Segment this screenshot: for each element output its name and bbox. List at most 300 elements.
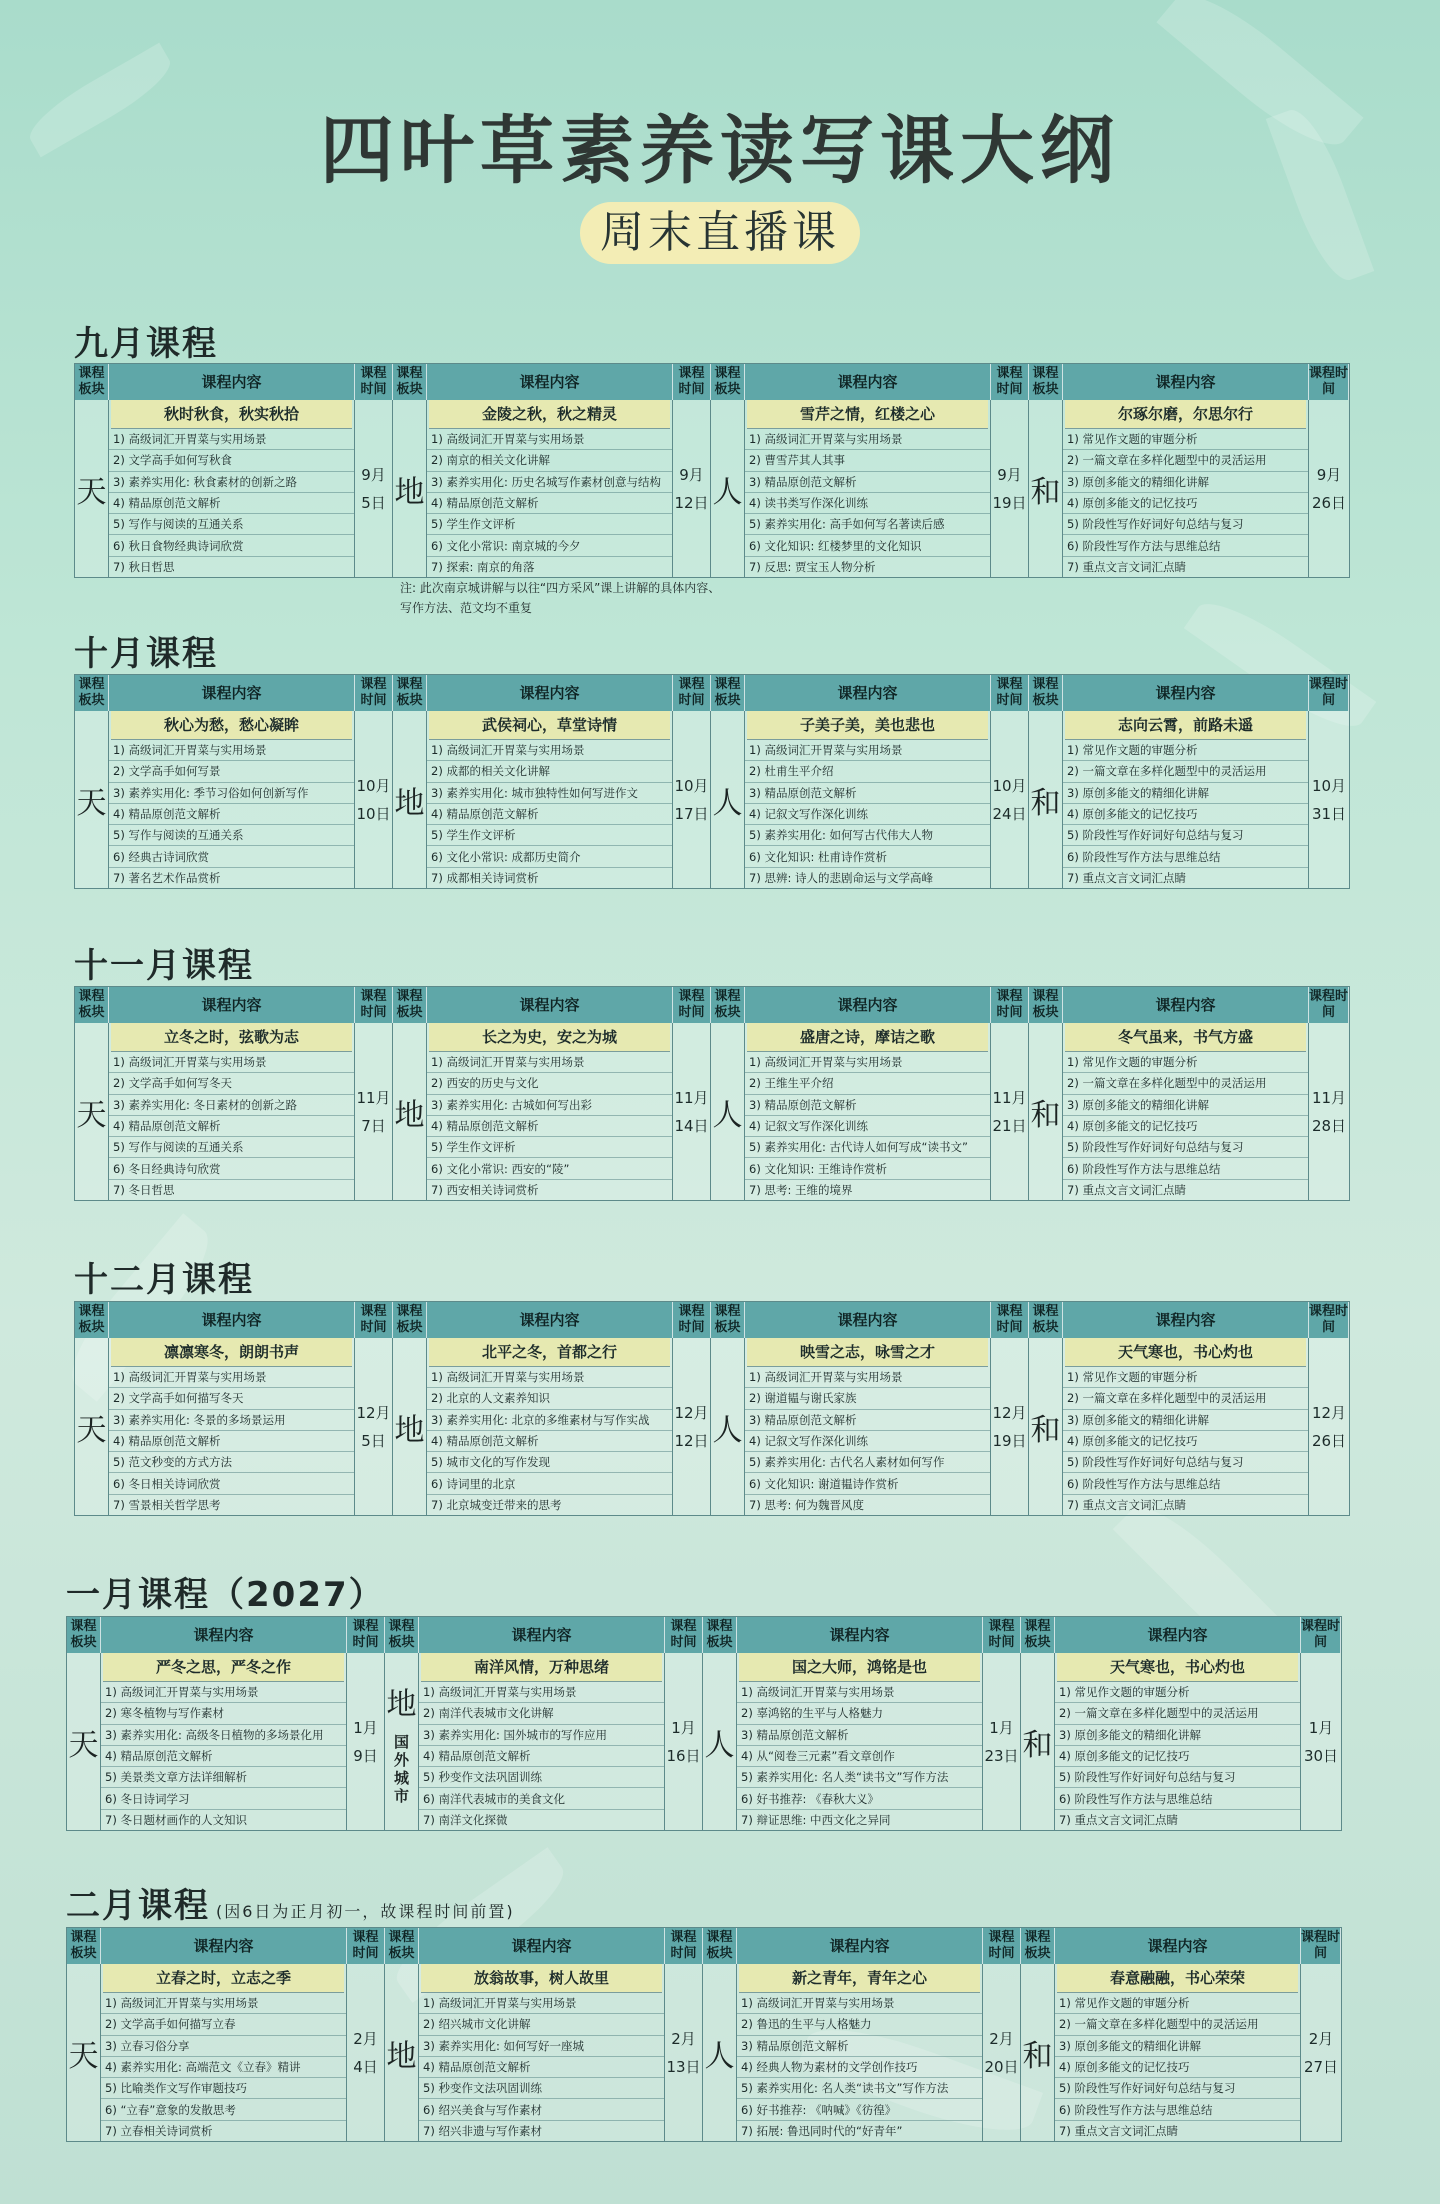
course-item: 2) 一篇文章在多样化题型中的灵活运用 [1063,1073,1308,1094]
header-time: 课程时间 [347,1928,385,1964]
month-title-text: 十月课程 [74,634,218,674]
month-title [74,938,254,987]
header-bankuai: 课程板块 [393,1302,427,1338]
header-bankuai: 课程板块 [67,1617,101,1653]
header-time: 课程时间 [1309,675,1349,711]
header-bankuai: 课程板块 [385,1928,419,1964]
bankuai-di [385,1964,419,2141]
course-time [665,1964,703,2141]
course-item: 6) 好书推荐: 《呐喊》《彷徨》 [737,2099,982,2120]
course-item: 5) 比喻类作文写作审题技巧 [101,2078,346,2099]
course-items [1063,1367,1308,1515]
course-item: 3) 原创多能文的精细化讲解 [1063,472,1308,493]
course-item: 7) 西安相关诗词赏析 [431,1182,539,1197]
course-item: 3) 素养实用化: 城市独特性如何写进作文 [427,783,672,804]
course-month: 10月 [1311,776,1347,795]
course-item: 1) 高级词汇开胃菜与实用场景 [745,1367,990,1388]
course-day: 24日 [992,804,1027,823]
month-title [74,626,218,675]
month-title-text: 十一月课程 [74,946,254,986]
course-item: 7) 辩证思维: 中西文化之异同 [741,1812,891,1827]
bankuai-label: 天 [76,785,107,821]
bankuai-ren [711,400,745,577]
course-time [991,1338,1029,1515]
course-item: 5) 素养实用化: 名人类“读书文”写作方法 [737,2078,982,2099]
course-items [1063,429,1308,577]
bankuai-he [1029,711,1063,888]
header-content: 课程内容 [1063,1302,1309,1338]
course-item: 4) 精品原创范文解析 [419,1746,664,1767]
course-time [991,711,1029,888]
course-item: 6) 阶段性写作方法与思维总结 [1063,1158,1308,1179]
course-content [745,400,991,577]
course-item: 3) 素养实用化: 季节习俗如何创新写作 [109,783,354,804]
bankuai-label: 地 [386,2038,417,2074]
course-topic: 子美子美，美也悲也 [747,711,988,740]
bankuai-label: 地 [386,1686,417,1722]
bankuai-label: 和 [1022,1727,1053,1763]
footnote-line: 写作方法、范文均不重复 [400,601,533,615]
course-day: 4日 [353,2057,378,2076]
course-day: 31日 [1311,804,1347,823]
bankuai-tian [75,711,109,888]
course-item: 2) 北京的人文素养知识 [427,1388,672,1409]
course-item: 7) 反思: 贾宝玉人物分析 [749,559,876,574]
course-item: 3) 立春习俗分享 [101,2036,346,2057]
course-items [737,1682,982,1830]
bankuai-label: 天 [76,1097,107,1133]
course-day: 21日 [992,1116,1027,1135]
course-item: 4) 素养实用化: 高端范文《立春》精讲 [101,2057,346,2078]
page-title: 四叶草素养读写课大纲 [320,108,1120,194]
course-item: 5) 写作与阅读的互通关系 [109,825,354,846]
course-item: 7) 思考: 王维的境界 [749,1182,853,1197]
course-items [745,740,990,888]
course-item: 7) 立春相关诗词赏析 [105,2123,213,2138]
course-time [983,1964,1021,2141]
course-item: 3) 精品原创范文解析 [737,2036,982,2057]
course-day: 19日 [992,493,1027,512]
header-bankuai: 课程板块 [1029,675,1063,711]
course-content [109,1023,355,1200]
course-item: 7) 雪景相关哲学思考 [113,1497,221,1512]
course-topic: 长之为史，安之为城 [429,1023,670,1052]
course-item: 3) 素养实用化: 古城如何写出彩 [427,1095,672,1116]
course-item: 1) 高级词汇开胃菜与实用场景 [109,1052,354,1073]
month-title-text: 二月课程 [66,1886,210,1926]
header-bankuai: 课程板块 [393,987,427,1023]
header-content: 课程内容 [745,1302,991,1338]
course-topic: 天气寒也，书心灼也 [1065,1338,1306,1367]
course-item: 6) 秋日食物经典诗词欣赏 [109,535,354,556]
course-items [427,1367,672,1515]
course-day: 30日 [1303,1746,1339,1765]
course-item: 2) 寒冬植物与写作素材 [101,1703,346,1724]
course-item: 7) 思考: 何为魏晋风度 [749,1497,864,1512]
course-item: 6) 南洋代表城市的美食文化 [419,1788,664,1809]
course-item: 3) 素养实用化: 如何写好一座城 [419,2036,664,2057]
course-item: 4) 读书类写作深化训练 [745,493,990,514]
course-item: 5) 阶段性写作好词好句总结与复习 [1063,514,1308,535]
course-content [1063,711,1309,888]
course-time [355,1023,393,1200]
header-time: 课程时间 [673,364,711,400]
course-item: 2) 辜鸿铭的生平与人格魅力 [737,1703,982,1724]
bankuai-ren [703,1964,737,2141]
header-bankuai: 课程板块 [1029,364,1063,400]
bankuai-tian [67,1964,101,2141]
course-day: 12日 [674,1431,709,1450]
header-time: 课程时间 [347,1617,385,1653]
course-item: 4) 精品原创范文解析 [109,1431,354,1452]
course-month: 9月 [679,465,704,484]
course-item: 2) 成都的相关文化讲解 [427,761,672,782]
course-item: 5) 素养实用化: 高手如何写名著读后感 [745,514,990,535]
course-item: 1) 高级词汇开胃菜与实用场景 [737,1993,982,2014]
course-item: 4) 原创多能文的记忆技巧 [1063,1431,1308,1452]
header-time: 课程时间 [665,1928,703,1964]
header [0,0,1440,290]
bankuai-label: 和 [1030,474,1061,510]
bankuai-label: 天 [68,1727,99,1763]
bankuai-label: 和 [1030,1097,1061,1133]
course-month: 9月 [361,465,386,484]
course-day: 26日 [1311,1431,1347,1450]
header-content: 课程内容 [109,987,355,1023]
course-item: 1) 高级词汇开胃菜与实用场景 [419,1993,664,2014]
course-content [737,1964,983,2141]
course-time [983,1653,1021,1830]
course-item: 5) 素养实用化: 古代名人素材如何写作 [745,1452,990,1473]
header-time: 课程时间 [983,1928,1021,1964]
header-content: 课程内容 [419,1928,665,1964]
course-topic: 天气寒也，书心灼也 [1057,1653,1298,1682]
course-item: 4) 原创多能文的记忆技巧 [1055,2057,1300,2078]
course-item: 1) 高级词汇开胃菜与实用场景 [109,740,354,761]
course-month: 12月 [1311,1403,1347,1422]
course-item: 6) 诗词里的北京 [427,1473,672,1494]
course-item: 5) 阶段性写作好词好句总结与复习 [1055,1767,1300,1788]
course-item: 2) 一篇文章在多样化题型中的灵活运用 [1055,2014,1300,2035]
course-item: 2) 一篇文章在多样化题型中的灵活运用 [1063,450,1308,471]
course-item: 3) 精品原创范文解析 [745,1095,990,1116]
course-day: 5日 [361,1431,386,1450]
course-item: 3) 素养实用化: 北京的多维素材与写作实战 [427,1410,672,1431]
course-item: 5) 素养实用化: 名人类“读书文”写作方法 [737,1767,982,1788]
course-month: 1月 [353,1718,378,1737]
bankuai-label: 地 [394,785,425,821]
course-item: 7) 北京城变迁带来的思考 [431,1497,562,1512]
month-title [66,1567,385,1616]
course-topic: 春意融融，书心荣荣 [1057,1964,1298,1993]
course-items [427,429,672,577]
course-month: 11月 [992,1088,1027,1107]
course-item: 1) 常见作文题的审题分析 [1063,1052,1308,1073]
course-item: 6) “立春”意象的发散思考 [101,2099,346,2120]
course-item: 2) 谢道韫与谢氏家族 [745,1388,990,1409]
course-item: 3) 素养实用化: 高级冬日植物的多场景化用 [101,1725,346,1746]
course-item: 6) 文化知识: 谢道韫诗作赏析 [745,1473,990,1494]
course-item: 6) 文化知识: 杜甫诗作赏析 [745,846,990,867]
header-content: 课程内容 [109,364,355,400]
header-content: 课程内容 [101,1928,347,1964]
course-item: 4) 原创多能文的记忆技巧 [1063,1116,1308,1137]
course-item: 4) 从“阅卷三元素”看文章创作 [737,1746,982,1767]
course-item: 1) 高级词汇开胃菜与实用场景 [745,429,990,450]
course-topic: 志向云霄，前路未遥 [1065,711,1306,740]
course-item: 1) 高级词汇开胃菜与实用场景 [427,740,672,761]
course-topic: 武侯祠心，草堂诗情 [429,711,670,740]
course-content [427,1338,673,1515]
bankuai-ren [711,1023,745,1200]
header-bankuai: 课程板块 [711,987,745,1023]
course-content [1055,1653,1301,1830]
month-title-text: 十二月课程 [74,1260,254,1300]
bankuai-label: 地 [394,474,425,510]
subtitle-badge: 周末直播课 [580,202,860,264]
header-time: 课程时间 [991,364,1029,400]
header-bankuai: 课程板块 [703,1617,737,1653]
header-time: 课程时间 [673,987,711,1023]
course-item: 7) 南洋文化探微 [423,1812,508,1827]
course-item: 1) 常见作文题的审题分析 [1063,429,1308,450]
month-title [74,1252,254,1301]
course-item: 5) 学生作文评析 [427,1137,672,1158]
header-content: 课程内容 [1063,987,1309,1023]
course-item: 5) 阶段性写作好词好句总结与复习 [1063,1452,1308,1473]
course-item: 1) 常见作文题的审题分析 [1063,740,1308,761]
course-month: 11月 [674,1088,709,1107]
course-day: 17日 [674,804,709,823]
course-item: 2) 一篇文章在多样化题型中的灵活运用 [1055,1703,1300,1724]
bankuai-label: 和 [1030,785,1061,821]
course-item: 1) 常见作文题的审题分析 [1055,1682,1300,1703]
schedule-table [66,1927,1342,2142]
bankuai-di [385,1653,419,1830]
header-time: 课程时间 [1309,1302,1349,1338]
course-items [745,1367,990,1515]
header-content: 课程内容 [1055,1928,1301,1964]
header-time: 课程时间 [1309,987,1349,1023]
course-item: 4) 精品原创范文解析 [109,1116,354,1137]
footnote [400,578,720,618]
course-topic: 北平之冬，首都之行 [429,1338,670,1367]
header-content: 课程内容 [109,675,355,711]
course-item: 3) 素养实用化: 冬日素材的创新之路 [109,1095,354,1116]
course-item: 6) 文化小常识: 南京城的今夕 [427,535,672,556]
course-item: 7) 重点文言文词汇点睛 [1067,559,1186,574]
course-items [745,1052,990,1200]
course-item: 7) 重点文言文词汇点睛 [1067,870,1186,885]
bankuai-label: 和 [1030,1412,1061,1448]
header-time: 课程时间 [673,675,711,711]
header-time: 课程时间 [355,1302,393,1338]
course-month: 1月 [989,1718,1014,1737]
course-item: 3) 素养实用化: 国外城市的写作应用 [419,1725,664,1746]
course-content [101,1964,347,2141]
course-item: 5) 学生作文评析 [427,825,672,846]
course-item: 5) 写作与阅读的互通关系 [109,514,354,535]
course-item: 5) 写作与阅读的互通关系 [109,1137,354,1158]
course-content [1063,1338,1309,1515]
course-items [1055,1993,1300,2141]
course-item: 2) 曹雪芹其人其事 [745,450,990,471]
course-item: 3) 素养实用化: 冬景的多场景运用 [109,1410,354,1431]
course-topic: 放翁故事，树人故里 [421,1964,662,1993]
course-item: 4) 精品原创范文解析 [109,493,354,514]
course-topic: 盛唐之诗，摩诘之歌 [747,1023,988,1052]
course-items [1063,1052,1308,1200]
course-item: 1) 高级词汇开胃菜与实用场景 [419,1682,664,1703]
header-content: 课程内容 [419,1617,665,1653]
course-item: 7) 重点文言文词汇点睛 [1059,1812,1178,1827]
course-item: 3) 素养实用化: 秋食素材的创新之路 [109,472,354,493]
course-item: 4) 精品原创范文解析 [427,804,672,825]
course-day: 9日 [353,1746,378,1765]
course-item: 3) 精品原创范文解析 [745,472,990,493]
course-items [109,1052,354,1200]
bankuai-ren [711,1338,745,1515]
course-item: 2) 文学高手如何描写冬天 [109,1388,354,1409]
course-item: 4) 经典人物为素材的文学创作技巧 [737,2057,982,2078]
course-item: 7) 思辨: 诗人的悲剧命运与文学高峰 [749,870,933,885]
bankuai-tian [75,1023,109,1200]
course-item: 2) 文学高手如何写秋食 [109,450,354,471]
course-item: 3) 原创多能文的精细化讲解 [1055,1725,1300,1746]
course-month: 2月 [1308,2029,1334,2048]
course-item: 1) 高级词汇开胃菜与实用场景 [745,740,990,761]
course-content [109,711,355,888]
course-item: 6) 冬日经典诗句欣赏 [109,1158,354,1179]
header-content: 课程内容 [745,675,991,711]
course-content [427,1023,673,1200]
bankuai-label: 和 [1022,2038,1053,2074]
bankuai-di [393,1023,427,1200]
month-title-text: 一月课程（2027） [66,1575,385,1615]
course-item: 2) 文学高手如何描写立春 [101,2014,346,2035]
course-month: 11月 [1311,1088,1347,1107]
header-time: 课程时间 [991,675,1029,711]
course-items [1063,740,1308,888]
course-item: 1) 高级词汇开胃菜与实用场景 [427,1367,672,1388]
course-content [745,711,991,888]
course-item: 7) 著名艺术作品赏析 [113,870,221,885]
bankuai-di [393,400,427,577]
header-content: 课程内容 [745,987,991,1023]
course-time [673,400,711,577]
course-item: 1) 高级词汇开胃菜与实用场景 [427,429,672,450]
course-month: 2月 [671,2029,696,2048]
bankuai-he [1021,1653,1055,1830]
course-item: 2) 绍兴城市文化讲解 [419,2014,664,2035]
course-month: 1月 [1308,1718,1334,1737]
bankuai-ren [711,711,745,888]
schedule-table [74,1301,1350,1516]
course-month: 1月 [671,1718,696,1737]
course-day: 28日 [1311,1116,1347,1135]
course-day: 27日 [1303,2057,1339,2076]
bankuai-label: 天 [76,1412,107,1448]
course-item: 6) 经典古诗词欣赏 [109,846,354,867]
course-item: 7) 秋日哲思 [113,559,175,574]
course-items [101,1682,346,1830]
bankuai-tian [75,1338,109,1515]
course-topic: 雪芹之情，红楼之心 [747,400,988,429]
course-items [427,1052,672,1200]
course-time [347,1964,385,2141]
course-item: 3) 原创多能文的精细化讲解 [1063,1095,1308,1116]
header-time: 课程时间 [355,364,393,400]
header-bankuai: 课程板块 [385,1617,419,1653]
course-item: 6) 文化知识: 王维诗作赏析 [745,1158,990,1179]
course-topic: 立冬之时，弦歌为志 [111,1023,352,1052]
course-time [673,1023,711,1200]
course-item: 7) 冬日题材画作的人文知识 [105,1812,247,1827]
course-items [427,740,672,888]
header-time: 课程时间 [355,675,393,711]
course-item: 4) 记叙文写作深化训练 [745,1116,990,1137]
bankuai-di [393,711,427,888]
course-item: 7) 探索: 南京的角落 [431,559,535,574]
course-item: 6) 阶段性写作方法与思维总结 [1055,1788,1300,1809]
course-item: 1) 高级词汇开胃菜与实用场景 [109,1367,354,1388]
course-item: 5) 秒变作文法巩固训练 [419,2078,664,2099]
bankuai-label: 天 [76,474,107,510]
course-month: 9月 [1316,465,1342,484]
bankuai-tian [75,400,109,577]
course-item: 6) 阶段性写作方法与思维总结 [1063,1473,1308,1494]
course-item: 7) 绍兴非遗与写作素材 [423,2123,542,2138]
course-day: 5日 [361,493,386,512]
course-content [109,400,355,577]
course-item: 1) 高级词汇开胃菜与实用场景 [427,1052,672,1073]
course-item: 1) 高级词汇开胃菜与实用场景 [737,1682,982,1703]
header-bankuai: 课程板块 [711,675,745,711]
course-item: 3) 原创多能文的精细化讲解 [1063,783,1308,804]
course-content [1055,1964,1301,2141]
course-topic: 南洋风情，万种思绪 [421,1653,662,1682]
course-item: 2) 鲁迅的生平与人格魅力 [737,2014,982,2035]
bankuai-tian [67,1653,101,1830]
bankuai-di [393,1338,427,1515]
month-note: (因6日为正月初一，故课程时间前置) [216,1902,515,1921]
schedule-table [66,1616,1342,1831]
course-item: 2) 一篇文章在多样化题型中的灵活运用 [1063,1388,1308,1409]
header-content: 课程内容 [427,1302,673,1338]
course-item: 4) 精品原创范文解析 [419,2057,664,2078]
course-item: 5) 素养实用化: 如何写古代伟大人物 [745,825,990,846]
bankuai-label: 人 [704,1727,735,1763]
bankuai-label: 人 [712,474,743,510]
header-content: 课程内容 [109,1302,355,1338]
course-month: 12月 [674,1403,709,1422]
course-content [737,1653,983,1830]
course-time [673,711,711,888]
course-items [419,1993,664,2141]
course-day: 16日 [666,1746,701,1765]
header-content: 课程内容 [1055,1617,1301,1653]
course-items [109,429,354,577]
course-month: 2月 [353,2029,378,2048]
header-bankuai: 课程板块 [1029,1302,1063,1338]
course-item: 3) 原创多能文的精细化讲解 [1055,2036,1300,2057]
header-time: 课程时间 [1309,364,1349,400]
course-item: 1) 常见作文题的审题分析 [1063,1367,1308,1388]
course-item: 7) 重点文言文词汇点睛 [1067,1182,1186,1197]
header-content: 课程内容 [427,987,673,1023]
course-content [427,711,673,888]
bankuai-sublabel: 国外城市 [393,1732,409,1805]
